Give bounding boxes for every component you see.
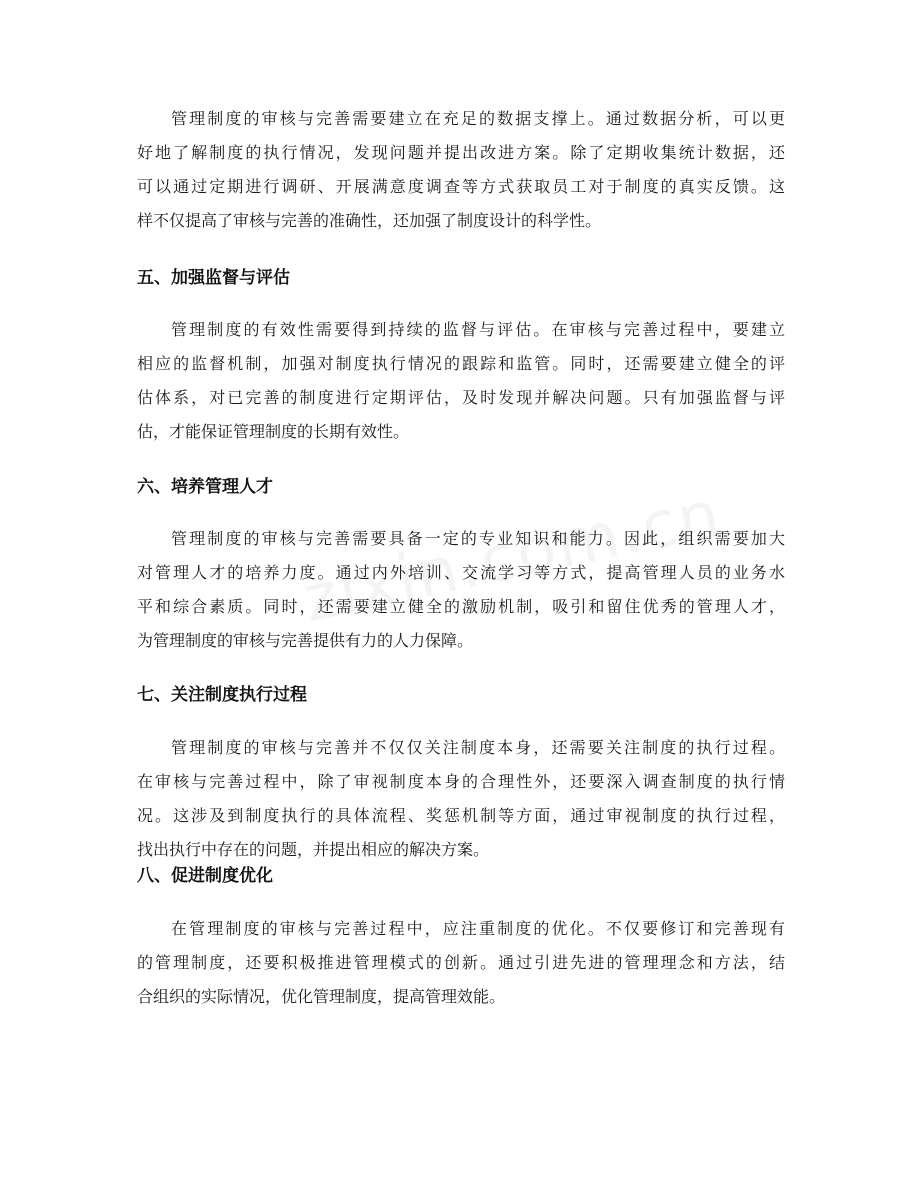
paragraph-optimization [137, 912, 785, 1014]
section-heading-8: 八、促进制度优化 [137, 866, 273, 886]
paragraph-line: 在审核与完善过程中，除了审视制度本身的合理性外，还要深入调查制度的执行情 [137, 772, 785, 791]
paragraph-execution [137, 731, 785, 867]
paragraph-data-support [137, 102, 785, 238]
paragraph-line: 好地了解制度的执行情况，发现问题并提出改进方案。除了定期收集统计数据，还 [137, 143, 785, 162]
paragraph-line: 管理制度的审核与完善并不仅仅关注制度本身，还需要关注制度的执行过程。 [171, 738, 785, 757]
paragraph-line: 估，才能保证管理制度的长期有效性。 [137, 422, 410, 441]
paragraph-line: 在管理制度的审核与完善过程中，应注重制度的优化。不仅要修订和完善现有 [171, 919, 785, 938]
paragraph-line: 估体系，对已完善的制度进行定期评估，及时发现并解决问题。只有加强监督与评 [137, 388, 785, 407]
paragraph-line: 的管理制度，还要积极推进管理模式的创新。通过引进先进的管理理念和方法，结 [137, 953, 785, 972]
section-heading-6: 六、培养管理人才 [137, 477, 273, 497]
paragraph-line: 平和综合素质。同时，还需要建立健全的激励机制，吸引和留住优秀的管理人才， [137, 597, 785, 616]
paragraph-line: 样不仅提高了审核与完善的准确性，还加强了制度设计的科学性。 [137, 211, 602, 230]
section-heading-7: 七、关注制度执行过程 [137, 685, 307, 705]
paragraph-talent [137, 522, 785, 658]
paragraph-line: 可以通过定期进行调研、开展满意度调查等方式获取员工对于制度的真实反馈。这 [137, 177, 785, 196]
paragraph-line: 对管理人才的培养力度。通过内外培训、交流学习等方式，提高管理人员的业务水 [137, 563, 785, 582]
paragraph-supervision [137, 313, 785, 449]
paragraph-line: 为管理制度的审核与完善提供有力的人力保障。 [137, 631, 474, 650]
section-heading-5: 五、加强监督与评估 [137, 268, 290, 288]
paragraph-line: 管理制度的审核与完善需要建立在充足的数据支撑上。通过数据分析，可以更 [171, 109, 785, 128]
paragraph-line: 管理制度的审核与完善需要具备一定的专业知识和能力。因此，组织需要加大 [171, 529, 785, 548]
paragraph-line: 找出执行中存在的问题，并提出相应的解决方案。 [137, 840, 490, 859]
paragraph-line: 况。这涉及到制度执行的具体流程、奖惩机制等方面，通过审视制度的执行过程， [137, 806, 785, 825]
paragraph-line: 管理制度的有效性需要得到持续的监督与评估。在审核与完善过程中，要建立 [171, 320, 785, 339]
paragraph-line: 相应的监督机制，加强对制度执行情况的跟踪和监管。同时，还需要建立健全的评 [137, 354, 785, 373]
paragraph-line: 合组织的实际情况，优化管理制度，提高管理效能。 [137, 987, 506, 1006]
